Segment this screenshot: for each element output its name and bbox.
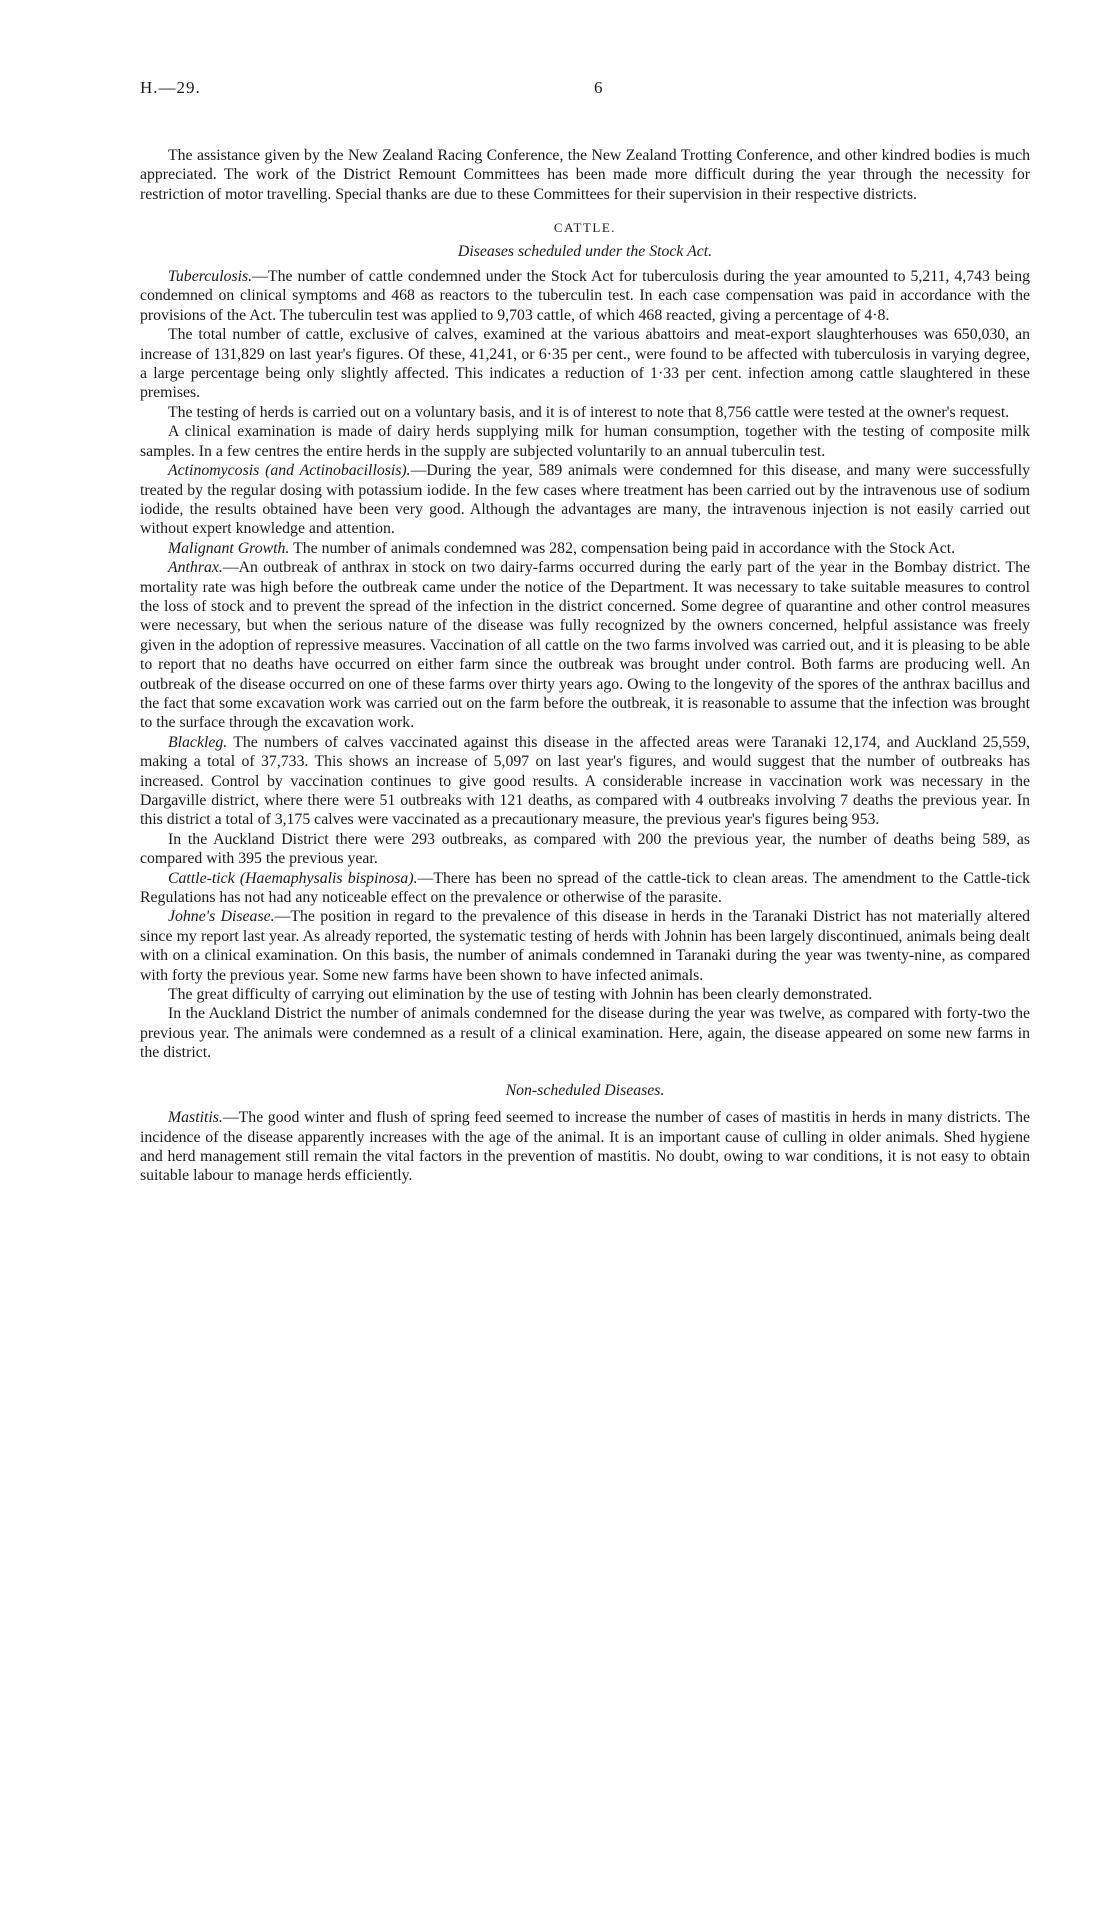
- text-malignant-growth: The number of animals condemned was 282, compensation being paid in accordance with the Stock Act.: [289, 539, 956, 557]
- lead-blackleg: Blackleg.: [168, 733, 228, 751]
- paragraph-johnes: [140, 907, 1030, 985]
- text-blackleg-1: The numbers of calves vaccinated against this disease in the affected areas were Taranaki 12,174, and Auckland 25,559, making a total of 37,733. This shows an increase of 5,097 on last year's figures, and would suggest that the number of outbreaks has increased. Control by vaccination continues to give good results. A considerable increase in vaccination work was necessary in the Dargaville district, where there were 51 outbreaks with 121 deaths, as compared with 4 outbreaks involving 7 deaths the previous year. In this district a total of 3,175 calves were vaccinated as a precautionary measure, the previous year's figures being 953.: [140, 733, 1030, 829]
- lead-tuberculosis: Tuberculosis.: [168, 268, 253, 286]
- document-body: [140, 146, 1030, 1186]
- paragraph-cattle-tick: [140, 869, 1030, 908]
- page-header: [140, 78, 1030, 102]
- paragraph-anthrax: [140, 558, 1030, 733]
- subheading-scheduled-diseases: Diseases scheduled under the Stock Act.: [457, 242, 713, 260]
- text-tuberculosis-1: —The number of cattle condemned under the Stock Act for tuberculosis during the year amounted to 5,211, 4,743 being condemned on clinical symptoms and 468 as reactors to the tuberculin test. In each case compensation was paid in accordance with the provisions of the Act. The tuberculin test was applied to 9,703 cattle, of which 468 reacted, giving a percentage of 4·8.: [140, 268, 1030, 324]
- text-mastitis: —The good winter and flush of spring feed seemed to increase the number of cases of mastitis in herds in many districts. The incidence of the disease apparently increases with the age of the animal. It is an important cause of culling in older animals. Shed hygiene and herd management still remain the vital factors in the prevention of mastitis. No doubt, owing to war conditions, it is not easy to obtain suitable labour to manage herds efficiently.: [140, 1109, 1030, 1185]
- intro-paragraph: The assistance given by the New Zealand Racing Conference, the New Zealand Trotting Conference, and other kindred bodies is much appreciated. The work of the District Remount Committees has been made more difficult during the year through the necessity for restriction of motor travelling. Special thanks are due to these Committees for their supervision in their respective districts.: [140, 147, 1030, 203]
- text-cattle-tick: —There has been no spread of the cattle-tick to clean areas. The amendment to the Cattle-tick Regulations has not had any noticeable effect on the prevalence or otherwise of the parasite.: [140, 869, 1030, 907]
- paragraph-actinomycosis: [140, 461, 1030, 539]
- lead-malignant-growth: Malignant Growth.: [168, 539, 290, 557]
- paragraph-tuberculosis: [140, 267, 1030, 325]
- paragraph-tuberculosis-dairy: A clinical examination is made of dairy herds supplying milk for human consumption, together with the testing of composite milk samples. In a few centres the entire herds in the supply are subjected voluntarily to an annual tuberculin test.: [140, 423, 1030, 460]
- text-actinomycosis: —During the year, 589 animals were condemned for this disease, and many were successfully treated by the regular dosing with potassium iodide. In the few cases where treatment has been carried out by the intravenous use of sodium iodide, the results obtained have been very good. Although the advantages are many, the intravenous injection is not easily carried out without expert knowledge and attention.: [140, 462, 1030, 538]
- document-page: [100, 0, 1031, 1913]
- paragraph-tuberculosis-abattoirs: The total number of cattle, exclusive of calves, examined at the various abattoirs and meat-export slaughterhouses was 650,030, an increase of 131,829 on last year's figures. Of these, 41,241, or 6·35 per cent., were found to be affected with tuberculosis in varying degree, a large percentage being only slightly affected. This indicates a reduction of 1·33 per cent. infection among cattle slaughtered in these premises.: [140, 326, 1030, 402]
- text-johnes-1: —The position in regard to the prevalence of this disease in herds in the Taranaki District has not materially altered since my report last year. As already reported, the systematic testing of herds with Johnin has been largely discontinued, animals being dealt with on a clinical examination. On this basis, the number of animals condemned in Taranaki during the year was twenty-nine, as compared with forty the previous year. Some new farms have been shown to have infected animals.: [140, 908, 1031, 984]
- lead-anthrax: Anthrax.: [168, 559, 223, 577]
- subheading-non-scheduled: Non-scheduled Diseases.: [505, 1081, 665, 1099]
- paragraph-tuberculosis-testing: The testing of herds is carried out on a voluntary basis, and it is of interest to note that 8,756 cattle were tested at the owner's request.: [168, 403, 1010, 421]
- paragraph-blackleg: [140, 733, 1030, 830]
- lead-mastitis: Mastitis.: [168, 1109, 223, 1127]
- paragraph-johnes-difficulty: The great difficulty of carrying out elimination by the use of testing with Johnin has been clearly demonstrated.: [168, 986, 873, 1004]
- paragraph-blackleg-auckland: In the Auckland District there were 293 outbreaks, as compared with 200 the previous year, the number of deaths being 589, as compared with 395 the previous year.: [140, 830, 1030, 868]
- lead-johnes: Johne's Disease.: [168, 908, 275, 926]
- section-heading-cattle: CATTLE.: [553, 220, 617, 236]
- document-reference: H.—29.: [140, 78, 201, 97]
- paragraph-malignant-growth: [140, 539, 1030, 558]
- paragraph-mastitis: [140, 1108, 1030, 1186]
- lead-actinomycosis: Actinomycosis (and Actinobacillosis).: [168, 462, 411, 480]
- paragraph-johnes-auckland: In the Auckland District the number of animals condemned for the disease during the year was twelve, as compared with forty-two the previous year. The animals were condemned as a result of a clinical examination. Here, again, the disease appeared on some new farms in the district.: [140, 1005, 1030, 1062]
- lead-cattle-tick: Cattle-tick (Haemaphysalis bispinosa).: [168, 869, 418, 887]
- page-number: 6: [594, 78, 603, 97]
- text-anthrax: —An outbreak of anthrax in stock on two dairy-farms occurred during the early part of the year in the Bombay district. The mortality rate was high before the outbreak came under the notice of the Department. It was necessary to take suitable measures to control the loss of stock and to prevent the spread of the infection in the district concerned. Some degree of quarantine and other control measures were necessary, but when the serious nature of the disease was fully recognized by the owners concerned, helpful assistance was freely given in the adoption of repressive measures. Vaccination of all cattle on the two farms involved was carried out, and it is pleasing to be able to report that no deaths have occurred on either farm since the outbreak was brought under control. Both farms are producing well. An outbreak of the disease occurred on one of these farms over thirty years ago. Owing to the longevity of the spores of the anthrax bacillus and the fact that some excavation work was carried out on the farm before the outbreak, it is reasonable to assume that the infection was brought to the surface through the excavation work.: [140, 559, 1030, 732]
